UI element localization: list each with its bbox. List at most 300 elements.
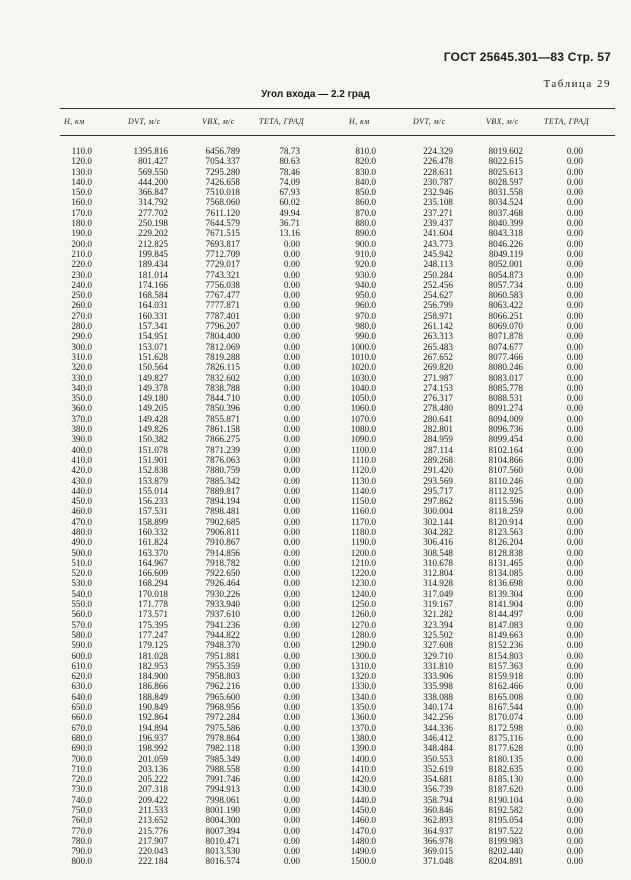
- cell-vbx: 7838.788: [205, 382, 240, 393]
- cell-teta: 0.00: [566, 805, 583, 815]
- cell-dvt: 1395.816: [133, 146, 168, 156]
- cell-dvt: 164.031: [138, 300, 168, 311]
- cell-h: 1310.0: [350, 660, 376, 671]
- cell-vbx: 8172.598: [488, 722, 523, 733]
- cell-teta: 0.00: [566, 218, 583, 229]
- cell-teta: 0.00: [566, 671, 583, 682]
- table-row: [0, 506, 631, 516]
- cell-dvt: 346.412: [423, 732, 453, 743]
- cell-h: 1390.0: [350, 743, 376, 754]
- cell-dvt: 308.548: [423, 547, 453, 558]
- cell-vbx: 8195.054: [488, 815, 523, 826]
- cell-dvt: 356.739: [423, 784, 453, 795]
- cell-vbx: 8031.558: [488, 187, 523, 198]
- table-row: [0, 393, 631, 403]
- cell-dvt: 314.928: [423, 578, 453, 589]
- cell-dvt: 228.631: [423, 166, 453, 177]
- table-row: [0, 733, 631, 743]
- table-row: [0, 651, 631, 661]
- cell-vbx: 7894.194: [205, 496, 240, 507]
- cell-vbx: 7975.586: [205, 722, 240, 733]
- table-row: [0, 146, 631, 156]
- cell-teta: 0.00: [283, 702, 300, 713]
- cell-vbx: 7958.803: [205, 671, 240, 682]
- cell-dvt: 189.434: [138, 259, 168, 270]
- cell-h: 290.0: [71, 331, 92, 342]
- cell-dvt: 156.233: [138, 496, 168, 507]
- cell-h: 420.0: [71, 465, 92, 476]
- table-row: [0, 486, 631, 496]
- cell-teta: 0.00: [566, 794, 583, 805]
- cell-dvt: 177.247: [138, 629, 168, 640]
- cell-dvt: 232.946: [423, 187, 453, 198]
- cell-teta: 0.00: [566, 702, 583, 713]
- table-top-rule: [60, 108, 615, 109]
- cell-dvt: 312.804: [423, 568, 453, 579]
- cell-vbx: 7876.063: [205, 454, 240, 465]
- cell-dvt: 321.282: [423, 609, 453, 620]
- cell-vbx: 8091.274: [488, 403, 523, 414]
- cell-vbx: 8185.130: [488, 774, 523, 785]
- cell-h: 370.0: [71, 413, 92, 424]
- cell-teta: 60.02: [279, 197, 300, 208]
- cell-h: 550.0: [71, 599, 92, 610]
- cell-teta: 0.00: [566, 413, 583, 424]
- cell-teta: 0.00: [283, 671, 300, 682]
- cell-vbx: 8052.001: [488, 259, 523, 270]
- cell-teta: 0.00: [566, 485, 583, 496]
- cell-vbx: 8162.466: [488, 681, 523, 692]
- cell-h: 650.0: [71, 702, 92, 713]
- cell-dvt: 338.088: [423, 691, 453, 702]
- cell-dvt: 201.059: [138, 753, 168, 764]
- cell-teta: 0.00: [283, 629, 300, 640]
- cell-teta: 0.00: [283, 506, 300, 517]
- cell-dvt: 179.125: [138, 640, 168, 651]
- cell-dvt: 331.810: [423, 660, 453, 671]
- cell-h: 280.0: [71, 321, 92, 332]
- cell-dvt: 252.456: [423, 279, 453, 290]
- cell-h: 760.0: [71, 815, 92, 826]
- cell-vbx: 8147.083: [488, 619, 523, 630]
- cell-teta: 0.00: [566, 650, 583, 661]
- cell-h: 900.0: [355, 238, 376, 249]
- cell-h: 240.0: [71, 279, 92, 290]
- cell-dvt: 212.825: [138, 238, 168, 249]
- cell-h: 1150.0: [351, 496, 376, 507]
- cell-teta: 0.00: [283, 547, 300, 558]
- cell-vbx: 7787.401: [205, 310, 240, 321]
- cell-teta: 0.00: [566, 537, 583, 548]
- cell-vbx: 8001.190: [205, 805, 240, 815]
- cell-vbx: 8066.251: [488, 310, 523, 321]
- cell-dvt: 213.652: [138, 815, 168, 826]
- cell-h: 1300.0: [350, 650, 376, 661]
- cell-h: 1360.0: [350, 712, 376, 723]
- cell-dvt: 181.014: [138, 269, 168, 280]
- table-row: [0, 270, 631, 280]
- cell-teta: 0.00: [283, 619, 300, 630]
- cell-vbx: 8144.497: [488, 609, 523, 620]
- cell-dvt: 153.879: [138, 475, 168, 486]
- cell-teta: 36.71: [279, 218, 300, 229]
- cell-vbx: 7767.477: [205, 290, 240, 301]
- cell-h: 1490.0: [350, 846, 376, 857]
- cell-dvt: 267.652: [423, 351, 453, 362]
- cell-teta: 0.00: [566, 660, 583, 671]
- cell-vbx: 7991.746: [205, 774, 240, 785]
- cell-teta: 0.00: [566, 393, 583, 404]
- cell-vbx: 8128.838: [488, 547, 523, 558]
- cell-teta: 0.00: [283, 722, 300, 733]
- cell-h: 610.0: [71, 660, 92, 671]
- cell-vbx: 8096.736: [488, 424, 523, 435]
- cell-h: 700.0: [71, 753, 92, 764]
- cell-dvt: 158.899: [138, 516, 168, 527]
- cell-dvt: 168.584: [138, 290, 168, 301]
- cell-dvt: 263.313: [423, 331, 453, 342]
- cell-dvt: 151.628: [138, 351, 168, 362]
- table-row: [0, 846, 631, 856]
- cell-vbx: 8180.135: [488, 753, 523, 764]
- cell-teta: 49.94: [279, 207, 300, 218]
- cell-vbx: 8118.259: [488, 506, 523, 517]
- cell-vbx: 7982.118: [205, 743, 240, 754]
- cell-teta: 0.00: [283, 300, 300, 311]
- cell-teta: 0.00: [283, 238, 300, 249]
- cell-dvt: 243.773: [423, 238, 453, 249]
- cell-vbx: 7941.236: [205, 619, 240, 630]
- cell-teta: 0.00: [283, 290, 300, 301]
- cell-vbx: 7951.881: [205, 650, 240, 661]
- cell-vbx: 8126.204: [488, 537, 523, 548]
- table-label: Таблица 29: [543, 78, 611, 90]
- cell-vbx: 7910.867: [205, 537, 240, 548]
- cell-h: 1020.0: [350, 362, 376, 373]
- cell-h: 570.0: [71, 619, 92, 630]
- cell-vbx: 8190.104: [488, 794, 523, 805]
- cell-teta: 0.00: [283, 805, 300, 815]
- cell-teta: 0.00: [566, 351, 583, 362]
- cell-vbx: 8107.560: [488, 465, 523, 476]
- table-row: [0, 537, 631, 547]
- cell-teta: 0.00: [283, 825, 300, 836]
- cell-teta: 0.00: [566, 856, 583, 867]
- column-header-dvt-right: DVT, м/с: [413, 117, 446, 126]
- cell-vbx: 8141.904: [488, 599, 523, 610]
- cell-teta: 0.00: [283, 557, 300, 568]
- cell-vbx: 7729.017: [205, 259, 240, 270]
- cell-teta: 0.00: [283, 248, 300, 259]
- cell-dvt: 348.484: [423, 743, 453, 754]
- table-row: [0, 692, 631, 702]
- table-row: [0, 630, 631, 640]
- cell-teta: 0.00: [283, 485, 300, 496]
- cell-h: 480.0: [71, 526, 92, 537]
- cell-vbx: 8159.918: [488, 671, 523, 682]
- cell-h: 1430.0: [350, 784, 376, 795]
- cell-vbx: 7644.579: [205, 218, 240, 229]
- cell-dvt: 366.978: [423, 835, 453, 846]
- cell-h: 1160.0: [351, 506, 376, 517]
- table-row: [0, 712, 631, 722]
- cell-vbx: 8040.399: [488, 218, 523, 229]
- cell-dvt: 280.641: [423, 413, 453, 424]
- cell-vbx: 7861.158: [205, 424, 240, 435]
- cell-vbx: 7756.038: [205, 279, 240, 290]
- cell-h: 1450.0: [350, 805, 376, 815]
- cell-dvt: 181.028: [138, 650, 168, 661]
- cell-teta: 74.09: [279, 176, 300, 187]
- table-row: [0, 218, 631, 228]
- cell-teta: 0.00: [566, 712, 583, 723]
- cell-vbx: 8120.914: [488, 516, 523, 527]
- cell-dvt: 149.827: [138, 372, 168, 383]
- cell-teta: 0.00: [566, 331, 583, 342]
- cell-vbx: 8037.468: [488, 207, 523, 218]
- cell-h: 750.0: [71, 805, 92, 815]
- cell-dvt: 277.702: [138, 207, 168, 218]
- cell-dvt: 182.953: [138, 660, 168, 671]
- cell-h: 930.0: [355, 269, 376, 280]
- cell-vbx: 8071.878: [488, 331, 523, 342]
- cell-vbx: 8136.698: [488, 578, 523, 589]
- cell-h: 790.0: [71, 846, 92, 857]
- table-row: [0, 300, 631, 310]
- cell-dvt: 354.681: [423, 774, 453, 785]
- cell-teta: 0.00: [283, 475, 300, 486]
- cell-dvt: 358.794: [423, 794, 453, 805]
- cell-teta: 0.00: [283, 753, 300, 764]
- cell-vbx: 8046.226: [488, 238, 523, 249]
- cell-h: 190.0: [71, 228, 92, 239]
- cell-teta: 0.00: [283, 846, 300, 857]
- cell-teta: 0.00: [283, 424, 300, 435]
- cell-vbx: 7832.602: [205, 372, 240, 383]
- cell-dvt: 335.998: [423, 681, 453, 692]
- cell-teta: 0.00: [566, 629, 583, 640]
- table-row: [0, 197, 631, 207]
- cell-teta: 0.00: [566, 259, 583, 270]
- cell-dvt: 150.382: [138, 434, 168, 445]
- cell-vbx: 7998.061: [205, 794, 240, 805]
- cell-dvt: 300.004: [423, 506, 453, 517]
- cell-h: 1200.0: [350, 547, 376, 558]
- page-header-title: ГОСТ 25645.301—83 Стр. 57: [443, 50, 611, 64]
- cell-h: 1380.0: [350, 732, 376, 743]
- cell-h: 1090.0: [350, 434, 376, 445]
- cell-h: 250.0: [71, 290, 92, 301]
- cell-vbx: 8139.304: [488, 588, 523, 599]
- cell-h: 810.0: [355, 146, 376, 156]
- cell-vbx: 8074.677: [488, 341, 523, 352]
- table-body: [0, 146, 631, 867]
- cell-dvt: 248.113: [423, 259, 453, 270]
- cell-dvt: 149.826: [138, 424, 168, 435]
- cell-dvt: 371.048: [423, 856, 453, 867]
- cell-vbx: 8088.531: [488, 393, 523, 404]
- cell-h: 970.0: [355, 310, 376, 321]
- table-row: [0, 620, 631, 630]
- cell-teta: 0.00: [283, 310, 300, 321]
- cell-teta: 0.00: [566, 681, 583, 692]
- cell-h: 350.0: [71, 393, 92, 404]
- table-row: [0, 640, 631, 650]
- cell-vbx: 8069.070: [488, 321, 523, 332]
- cell-vbx: 7955.359: [205, 660, 240, 671]
- cell-teta: 0.00: [283, 568, 300, 579]
- cell-teta: 0.00: [283, 269, 300, 280]
- cell-teta: 0.00: [283, 351, 300, 362]
- cell-teta: 0.00: [566, 228, 583, 239]
- table-row: [0, 681, 631, 691]
- cell-vbx: 8170.074: [488, 712, 523, 723]
- cell-teta: 0.00: [566, 619, 583, 630]
- cell-h: 300.0: [71, 341, 92, 352]
- cell-dvt: 291.420: [423, 465, 453, 476]
- cell-teta: 0.00: [283, 712, 300, 723]
- cell-h: 1000.0: [350, 341, 376, 352]
- cell-teta: 0.00: [566, 547, 583, 558]
- cell-h: 1400.0: [350, 753, 376, 764]
- cell-h: 880.0: [355, 218, 376, 229]
- cell-h: 1140.0: [351, 485, 376, 496]
- cell-vbx: 7962.216: [205, 681, 240, 692]
- cell-dvt: 352.619: [423, 763, 453, 774]
- cell-dvt: 226.478: [423, 156, 453, 167]
- cell-h: 1370.0: [350, 722, 376, 733]
- cell-h: 1080.0: [350, 424, 376, 435]
- cell-h: 1270.0: [350, 619, 376, 630]
- cell-dvt: 230.787: [423, 176, 453, 187]
- cell-h: 980.0: [355, 321, 376, 332]
- cell-teta: 0.00: [566, 516, 583, 527]
- cell-dvt: 163.370: [138, 547, 168, 558]
- cell-h: 670.0: [71, 722, 92, 733]
- cell-vbx: 8025.613: [488, 166, 523, 177]
- cell-dvt: 278.480: [423, 403, 453, 414]
- cell-vbx: 8149.663: [488, 629, 523, 640]
- cell-dvt: 801.427: [138, 156, 168, 167]
- cell-h: 940.0: [355, 279, 376, 290]
- cell-dvt: 154.951: [138, 331, 168, 342]
- cell-vbx: 7885.342: [205, 475, 240, 486]
- cell-vbx: 7889.817: [205, 485, 240, 496]
- cell-dvt: 241.604: [423, 228, 453, 239]
- cell-dvt: 194.894: [138, 722, 168, 733]
- cell-vbx: 8199.983: [488, 835, 523, 846]
- cell-vbx: 8112.925: [488, 485, 523, 496]
- cell-dvt: 254.627: [423, 290, 453, 301]
- cell-h: 1010.0: [350, 351, 376, 362]
- cell-teta: 0.00: [283, 660, 300, 671]
- cell-h: 360.0: [71, 403, 92, 414]
- cell-teta: 0.00: [283, 691, 300, 702]
- cell-dvt: 325.502: [423, 629, 453, 640]
- table-row: [0, 723, 631, 733]
- cell-teta: 0.00: [566, 207, 583, 218]
- table-row: [0, 280, 631, 290]
- cell-dvt: 188.849: [138, 691, 168, 702]
- cell-h: 840.0: [355, 176, 376, 187]
- cell-h: 150.0: [71, 187, 92, 198]
- cell-h: 490.0: [71, 537, 92, 548]
- cell-teta: 0.00: [283, 413, 300, 424]
- table-row: [0, 290, 631, 300]
- cell-h: 720.0: [71, 774, 92, 785]
- cell-teta: 0.00: [283, 743, 300, 754]
- cell-teta: 78.73: [279, 146, 300, 156]
- cell-vbx: 8152.236: [488, 640, 523, 651]
- cell-h: 200.0: [71, 238, 92, 249]
- cell-teta: 0.00: [283, 321, 300, 332]
- cell-vbx: 8060.583: [488, 290, 523, 301]
- cell-h: 850.0: [355, 187, 376, 198]
- table-row: [0, 476, 631, 486]
- cell-dvt: 284.959: [423, 434, 453, 445]
- cell-teta: 0.00: [283, 763, 300, 774]
- cell-vbx: 7994.913: [205, 784, 240, 795]
- cell-h: 110.0: [71, 146, 92, 156]
- cell-teta: 0.00: [283, 835, 300, 846]
- cell-vbx: 7819.288: [205, 351, 240, 362]
- cell-vbx: 8154.803: [488, 650, 523, 661]
- cell-dvt: 329.710: [423, 650, 453, 661]
- cell-dvt: 287.114: [423, 444, 453, 455]
- cell-h: 410.0: [71, 454, 92, 465]
- cell-h: 740.0: [71, 794, 92, 805]
- cell-teta: 0.00: [283, 681, 300, 692]
- cell-dvt: 186.866: [138, 681, 168, 692]
- column-header-vbx-left: VBX, м/с: [202, 117, 235, 126]
- cell-dvt: 150.564: [138, 362, 168, 373]
- cell-h: 770.0: [71, 825, 92, 836]
- cell-teta: 0.00: [566, 506, 583, 517]
- table-row: [0, 167, 631, 177]
- cell-teta: 0.00: [283, 516, 300, 527]
- cell-h: 1120.0: [351, 465, 376, 476]
- cell-h: 1040.0: [350, 382, 376, 393]
- cell-teta: 0.00: [566, 763, 583, 774]
- cell-h: 1170.0: [351, 516, 376, 527]
- cell-dvt: 175.395: [138, 619, 168, 630]
- cell-dvt: 149.428: [138, 413, 168, 424]
- cell-h: 500.0: [71, 547, 92, 558]
- cell-teta: 0.00: [283, 774, 300, 785]
- cell-dvt: 344.336: [423, 722, 453, 733]
- table-row: [0, 702, 631, 712]
- cell-dvt: 211.533: [138, 805, 168, 815]
- cell-teta: 0.00: [566, 609, 583, 620]
- cell-dvt: 265.483: [423, 341, 453, 352]
- cell-h: 1220.0: [350, 568, 376, 579]
- cell-vbx: 7988.558: [205, 763, 240, 774]
- cell-h: 870.0: [355, 207, 376, 218]
- cell-dvt: 293.569: [423, 475, 453, 486]
- cell-h: 440.0: [71, 485, 92, 496]
- cell-vbx: 7712.709: [205, 248, 240, 259]
- cell-vbx: 7743.321: [205, 269, 240, 280]
- cell-h: 1320.0: [350, 671, 376, 682]
- cell-teta: 0.00: [283, 259, 300, 270]
- cell-vbx: 8104.866: [488, 454, 523, 465]
- cell-vbx: 7844.710: [205, 393, 240, 404]
- cell-teta: 0.00: [566, 248, 583, 259]
- table-row: [0, 445, 631, 455]
- cell-teta: 0.00: [566, 815, 583, 826]
- table-row: [0, 589, 631, 599]
- cell-h: 170.0: [71, 207, 92, 218]
